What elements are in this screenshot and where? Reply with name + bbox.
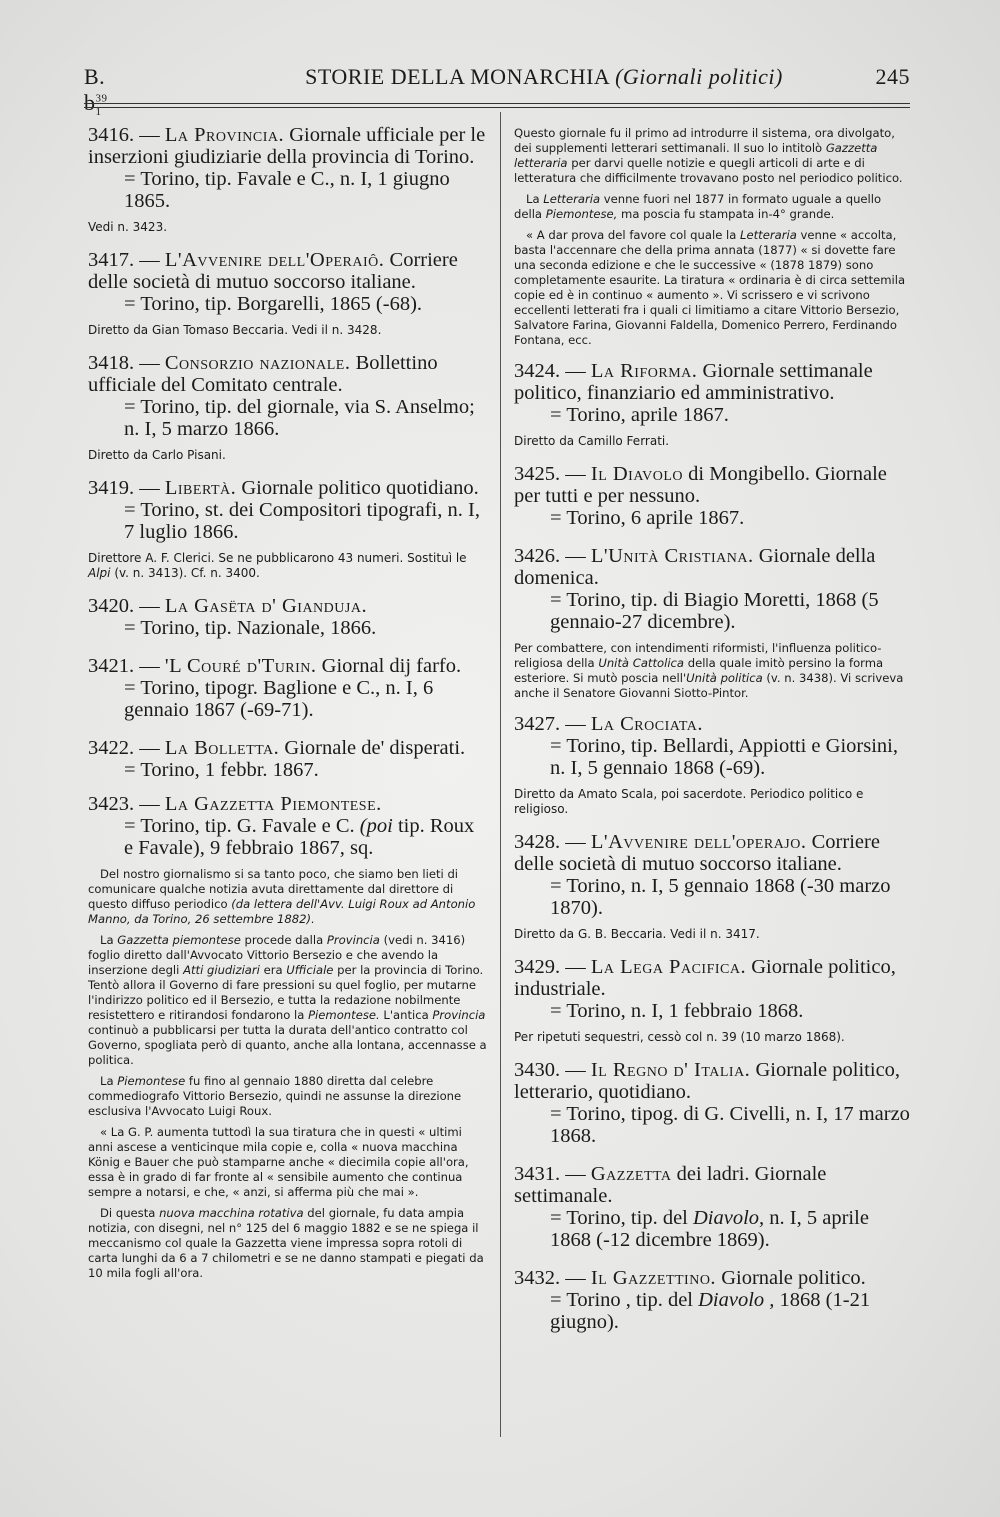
entry-note: Direttore A. F. Clerici. Se ne pubblicarono 43 numeri. Sostituì le Alpi (v. n. 3413). Cf. n. 3400.	[88, 551, 467, 580]
entry-3431: 3431. — Gazzetta dei ladri. Giornale settimanale. = Torino, tip. del Diavolo, n. I, 5 aprile 1868 (-12 dicembre 1869).	[514, 1163, 910, 1251]
page-number: 245	[875, 64, 910, 89]
entry-3424: 3424. — La Riforma. Giornale settimanale politico, finanziario ed amministrativo. = Torino, aprile 1867.	[514, 360, 910, 426]
entry-title: L'Avvenire dell'operajo.	[590, 831, 807, 853]
header-rule	[84, 103, 910, 104]
entry-title: Il Gazzettino.	[590, 1267, 717, 1289]
entry-imprint: = Torino, aprile 1867.	[550, 404, 729, 426]
entry-3420: 3420. — La Gasëta d' Gianduja. = Torino, tip. Nazionale, 1866.	[88, 595, 488, 639]
entry-imprint: = Torino, tip. Favale e C., n. I, 1 giugno 1865.	[124, 168, 450, 212]
entry-3418: 3418. — Consorzio nazionale. Bollettino ufficiale del Comitato centrale. = Torino, tip. del giornale, via S. Anselmo; n. I, 5 marzo 1866.	[88, 352, 488, 440]
entry-3425: 3425. — Il Diavolo di Mongibello. Giornale per tutti e per nessuno. = Torino, 6 aprile 1867.	[514, 463, 910, 529]
entry-3427: 3427. — La Crociata. = Torino, tip. Bellardi, Appiotti e Giorsini, n. I, 5 gennaio 1868 (-69).	[514, 713, 910, 779]
entry-note: Vedi n. 3423.	[88, 220, 168, 234]
entry-title: Il Regno d' Italia.	[590, 1059, 751, 1081]
entry-title: 'L Couré d'Turin.	[164, 655, 317, 677]
entry-3422: 3422. — La Bolletta. Giornale de' disperati. = Torino, 1 febbr. 1867.	[88, 737, 488, 781]
entry-title: La Gasëta d' Gianduja.	[164, 595, 368, 617]
signature-mark: B. $b^{39}_1$	[84, 64, 108, 119]
entry-imprint: = Torino, tip. Borgarelli, 1865 (-68).	[124, 293, 423, 315]
entry-3426: 3426. — L'Unità Cristiana. Giornale della domenica. = Torino, tip. di Biagio Moretti, 1868 (5 gennaio-27 dicembre).	[514, 545, 910, 633]
note-continuation: Questo giornale fu il primo ad introdurre il sistema, ora divolgato, dei supplementi letterari settimanali. Il suo lo intitolò Gazzetta letteraria per darvi quelle notizie e quegli articoli di arte e di letteratura che difficilmente trovavano posto nel periodico politico. La Letteraria venne fuori nel 1877 in formato uguale a quello della Piemontese, ma poscia fu stampata in-4° grande. « A dar prova del favore col quale la Letteraria venne « accolta, basta l'accennare che della prima annata (1877) « si dovette fare una seconda edizione e che le successive « (1878 1879) sono completamente esaurite. La tiratura « ordinaria è di circa settemila copie ed è in continuo « aumento ». Vi scrissero e vi scrivono eccellenti letterati fra i quali ci limitiamo a citare Vittorio Bersezio, Salvatore Farina, Giovanni Faldella, Domenico Perrero, Ferdinando Fontana, ecc.	[514, 126, 906, 347]
entry-title: La Lega Pacifica.	[590, 956, 747, 978]
entry-3429: 3429. — La Lega Pacifica. Giornale politico, industriale. = Torino, n. I, 1 febbraio 1868.	[514, 956, 910, 1022]
entry-imprint: = Torino, 6 aprile 1867.	[550, 507, 745, 529]
entry-3416: 3416. — La Provincia. Giornale ufficiale per le inserzioni giudiziarie della provincia di Torino. = Torino, tip. Favale e C., n. I, 1 giugno 1865.	[88, 124, 488, 212]
entry-imprint: = Torino, 1 febbr. 1867.	[124, 759, 319, 781]
entry-title: L'Unità Cristiana.	[590, 545, 754, 567]
entry-imprint: = Torino, tip. Bellardi, Appiotti e Giorsini, n. I, 5 gennaio 1868 (-69).	[550, 735, 898, 779]
header-rule-2	[84, 107, 910, 108]
entry-imprint: = Torino, tip. del giornale, via S. Anselmo; n. I, 5 marzo 1866.	[124, 396, 475, 440]
running-header	[84, 64, 910, 119]
entry-imprint: = Torino, tip. G. Favale e C. (poi tip. Roux e Favale), 9 febbraio 1867, sq.	[124, 815, 475, 859]
entry-3419: 3419. — Libertà. Giornale politico quotidiano. = Torino, st. dei Compositori tipografi, n. I, 7 luglio 1866.	[88, 477, 488, 543]
entry-title: La Riforma.	[590, 360, 698, 382]
entry-title: Il Diavolo	[590, 463, 684, 485]
entry-note-3423: Del nostro giornalismo si sa tanto poco, che siamo ben lieti di comunicare qualche notizia avuta direttamente dal direttore di questo diffuso periodico (da lettera dell'Avv. Luigi Roux ad Antonio Manno, da Torino, 26 settembre 1882). La Gazzetta piemontese procede dalla Provincia (vedi n. 3416) foglio diretto dall'Avvocato Vittorio Bersezio e che avendo la inserzione degli Atti giudiziari era Ufficiale per la provincia di Torino. Tentò allora il Governo di fare pressioni su quel foglio, per mutarne l'indirizzo politico ed il Bersezio, e tutta la redazione nobilmente resistettero e ritirandosi fondarono la Piemontese. L'antica Provincia continuò a pubblicarsi per tutta la durata dell'antico contratto col Governo, spogliata però di quanto, anche alla lontana, accennasse a politica. La Piemontese fu fino al gennaio 1880 diretta dal celebre commediografo Vittorio Bersezio, quindi ne assunse la direzione esclusiva l'Avvocato Luigi Roux. « La G. P. aumenta tuttodì la sua tiratura che in questi « ultimi anni ascese a venticinque mila copie e, colla « nuova macchina König e Bauer che può stamparne anche « diecimila copie all'ora, essa è in grado di far fronte al « sensibile aumento che continua sempre a notarsi, e che, « anzi, si afferma più che mai ». Di questa nuova macchina rotativa del giornale, fu data ampia notizia, con disegni, nel n° 125 del 6 maggio 1882 e se ne spiega il meccanismo col quale la Gazzetta viene impressa sopra rotoli di carta lunghi da 6 a 7 chilometri e se ne danno stampati e piegati da 10 mila fogli all'ora.	[88, 867, 487, 1280]
entry-note: Diretto da G. B. Beccaria. Vedi il n. 3417.	[514, 927, 760, 941]
entry-imprint: = Torino, st. dei Compositori tipografi, n. I, 7 luglio 1866.	[124, 499, 480, 543]
entry-3430: 3430. — Il Regno d' Italia. Giornale politico, letterario, quotidiano. = Torino, tipog. di G. Civelli, n. I, 17 marzo 1868.	[514, 1059, 910, 1147]
entry-title: La Bolletta.	[164, 737, 280, 759]
entry-title: Consorzio nazionale.	[164, 352, 351, 374]
entry-3432: 3432. — Il Gazzettino. Giornale politico. = Torino , tip. del Diavolo , 1868 (1-21 giugno).	[514, 1267, 910, 1333]
entry-title: Gazzetta	[590, 1163, 672, 1185]
entry-imprint: = Torino, tip. Nazionale, 1866.	[124, 617, 377, 639]
entry-imprint: = Torino, n. I, 5 gennaio 1868 (-30 marzo 1870).	[550, 875, 891, 919]
entry-title: Libertà.	[164, 477, 237, 499]
entry-3417: 3417. — L'Avvenire dell'Operaiô. Corriere delle società di mutuo soccorso italiane. = Torino, tip. Borgarelli, 1865 (-68).	[88, 249, 488, 315]
entry-3428: 3428. — L'Avvenire dell'operajo. Corriere delle società di mutuo soccorso italiane. = Torino, n. I, 5 gennaio 1868 (-30 marzo 1870).	[514, 831, 910, 919]
entry-note: Diretto da Gian Tomaso Beccaria. Vedi il n. 3428.	[88, 323, 382, 337]
left-column	[88, 124, 488, 1293]
entry-title: La Gazzetta Piemontese.	[164, 793, 382, 815]
entry-title: La Provincia.	[164, 124, 285, 146]
entry-imprint: = Torino, tip. di Biagio Moretti, 1868 (5 gennaio-27 dicembre).	[550, 589, 879, 633]
entry-note: Per combattere, con intendimenti riformisti, l'influenza politico-religiosa della Unità Cattolica della quale imitò persino la forma esteriore. Si mutò poscia nell'Unità politica (v. n. 3438). Vi scriveva anche il Senatore Giovanni Siotto-Pintor.	[514, 641, 904, 700]
entry-title: L'Avvenire dell'Operaiô.	[164, 249, 385, 271]
right-column	[514, 124, 910, 1341]
entry-imprint: = Torino, n. I, 1 febbraio 1868.	[550, 1000, 804, 1022]
entry-3421: 3421. — 'L Couré d'Turin. Giornal dij farfo. = Torino, tipogr. Baglione e C., n. I, 6 gennaio 1867 (-69-71).	[88, 655, 488, 721]
entry-note: Diretto da Amato Scala, poi sacerdote. Periodico politico e religioso.	[514, 787, 864, 816]
entry-imprint: = Torino , tip. del Diavolo , 1868 (1-21 giugno).	[550, 1289, 871, 1333]
entry-note: Diretto da Carlo Pisani.	[88, 448, 226, 462]
entry-imprint: = Torino, tip. del Diavolo, n. I, 5 aprile 1868 (-12 dicembre 1869).	[550, 1207, 869, 1251]
entry-3423: 3423. — La Gazzetta Piemontese. = Torino, tip. G. Favale e C. (poi tip. Roux e Favale), 9 febbraio 1867, sq.	[88, 793, 488, 859]
entry-title: La Crociata.	[590, 713, 703, 735]
entry-note: Diretto da Camillo Ferrati.	[514, 434, 670, 448]
column-separator	[500, 112, 501, 1437]
entry-imprint: = Torino, tipog. di G. Civelli, n. I, 17 marzo 1868.	[550, 1103, 910, 1147]
entry-imprint: = Torino, tipogr. Baglione e C., n. I, 6 gennaio 1867 (-69-71).	[124, 677, 434, 721]
entry-note: Per ripetuti sequestri, cessò col n. 39 (10 marzo 1868).	[514, 1030, 845, 1044]
header-title: STORIE DELLA MONARCHIA (Giornali politici)	[305, 64, 783, 89]
